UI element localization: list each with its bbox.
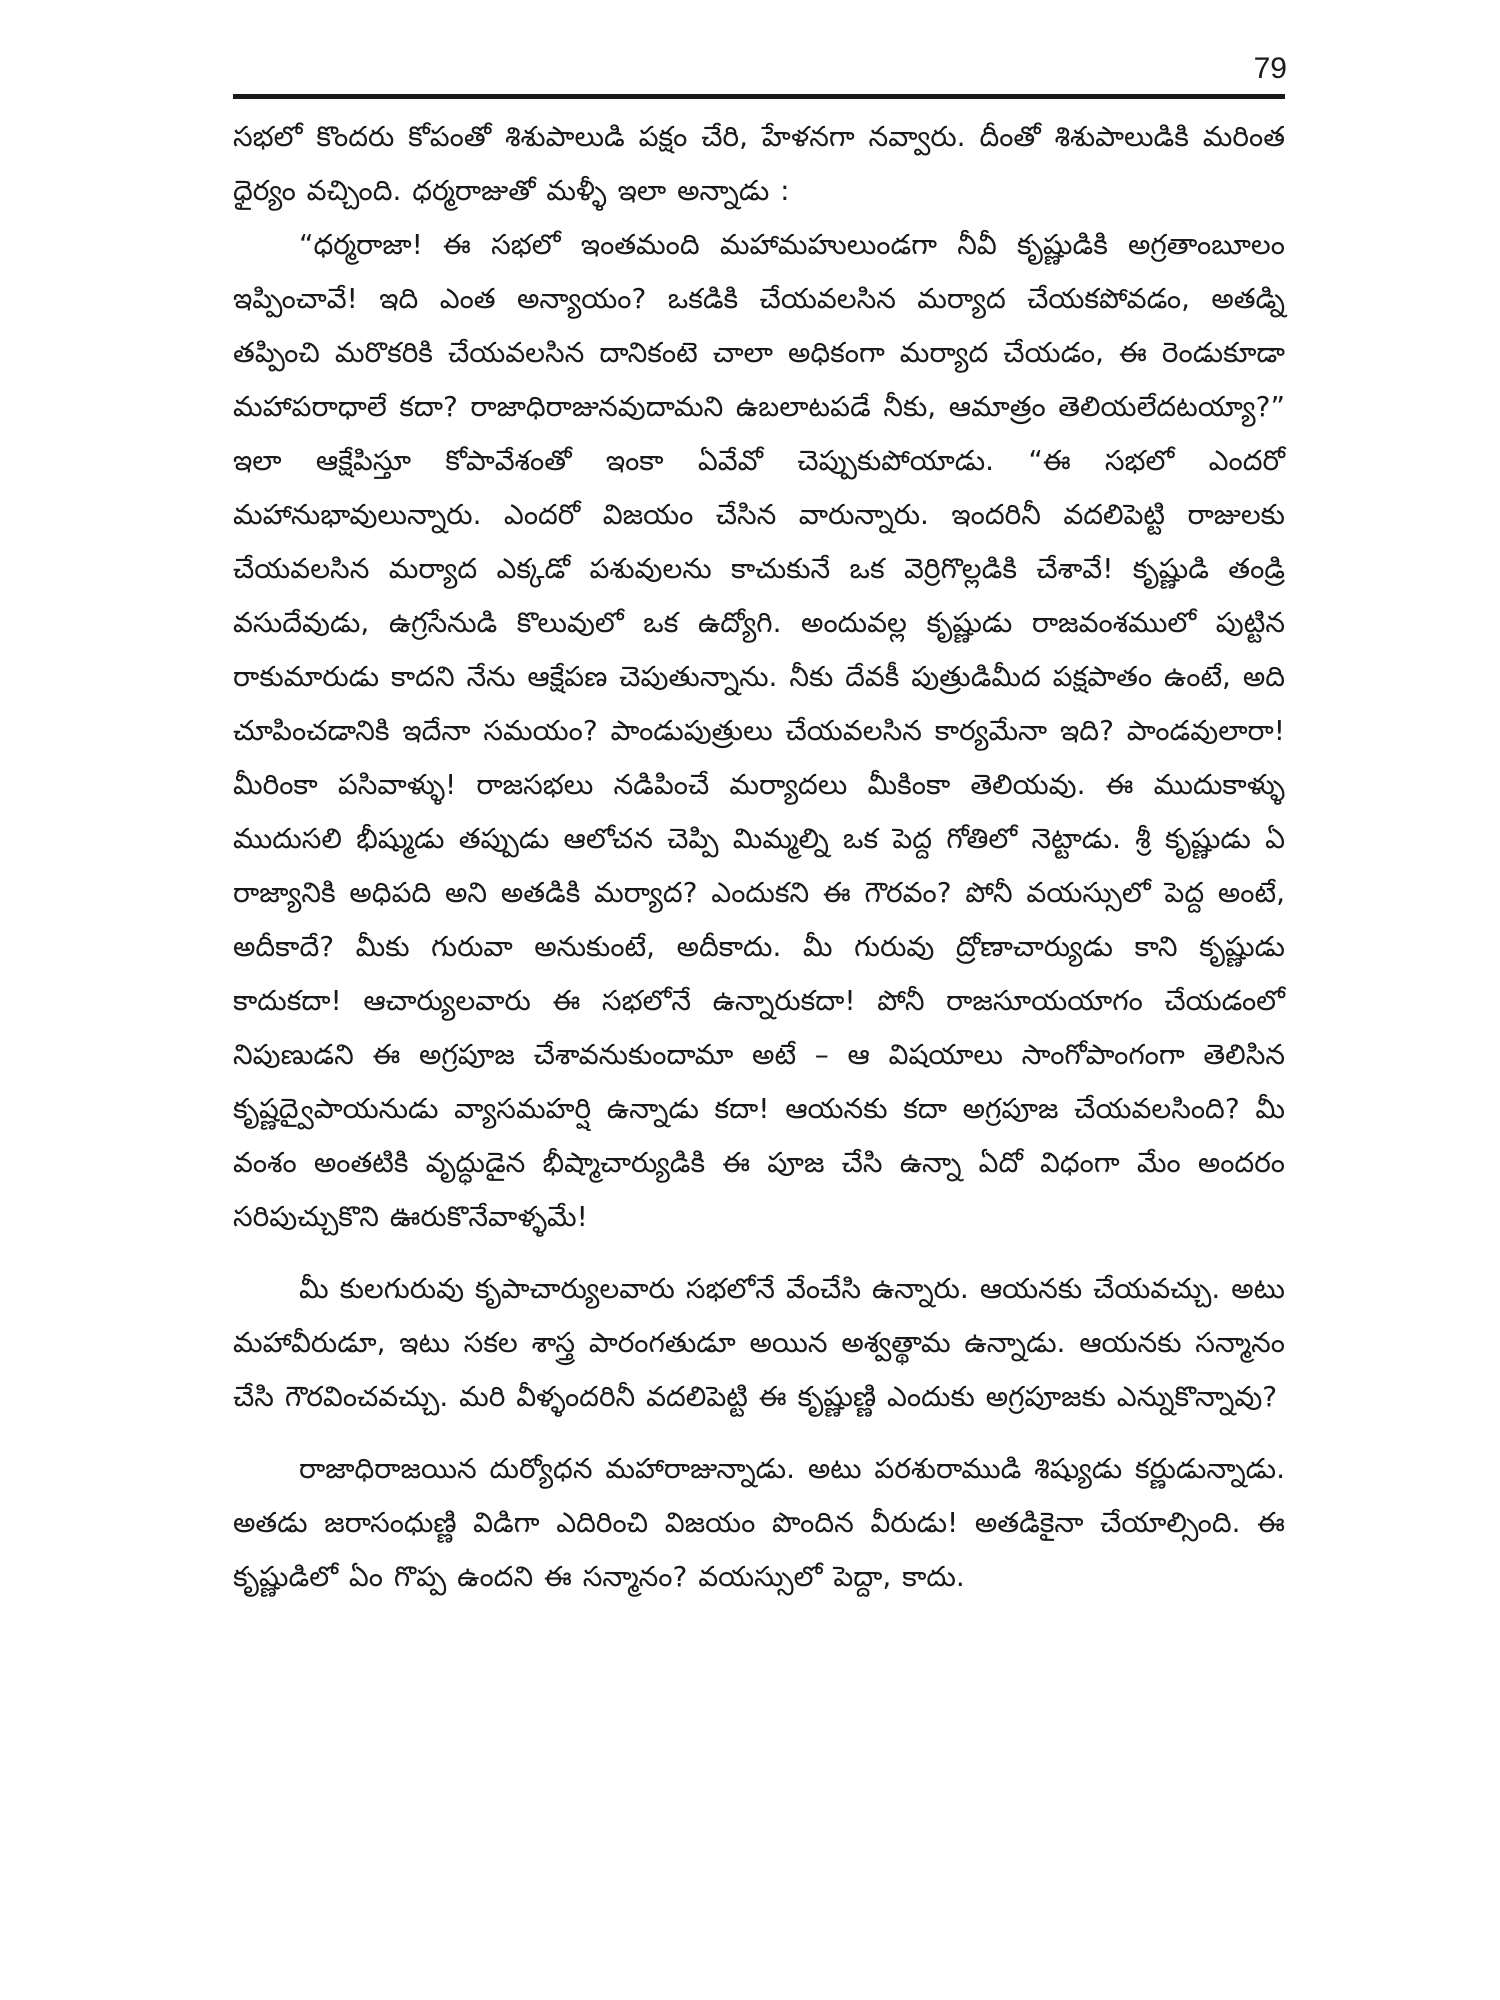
paragraph-1: సభలో కొందరు కోపంతో శిశుపాలుడి పక్షం చేరి, హేళనగా నవ్వారు. దీంతో శిశుపాలుడికి మరింత ధైర్యం వచ్చింది. ధర్మరాజుతో మళ్ళీ ఇలా అన్నాడు : xyxy=(233,120,1285,207)
paragraph-2: “ధర్మరాజా! ఈ సభలో ఇంతమంది మహామహులుండగా నీవీ కృష్ణుడికి అగ్రతాంబూలం ఇప్పించావే! ఇది ఎంత అన్యాయం? ఒకడికి చేయవలసిన మర్యాద చేయకపోవడం, అతడ్ని తప్పించి మరొకరికి చేయవలసిన దానికంటె చాలా అధికంగా మర్యాద చేయడం, ఈ రెండుకూడా మహాపరాధాలే కదా? రాజాధిరాజునవుదామని ఉబలాటపడే నీకు, ఆమాత్రం తెలియలేదటయ్యా?” ఇలా ఆక్షేపిస్తూ కోపావేశంతో ఇంకా ఏవేవో చెప్పుకుపోయాడు. “ఈ సభలో ఎందరో మహానుభావులున్నారు. ఎందరో విజయం చేసిన వారున్నారు. ఇందరినీ వదలిపెట్టి రాజులకు చేయవలసిన మర్యాద ఎక్కడో పశువులను కాచుకునే ఒక వెర్రిగొల్లడికి చేశావే! కృష్ణుడి తండ్రి వసుదేవుడు, ఉగ్రసేనుడి కొలువులో ఒక ఉద్యోగి. అందువల్ల కృష్ణుడు రాజవంశములో పుట్టిన రాకుమారుడు కాదని నేను ఆక్షేపణ చెపుతున్నాను. నీకు దేవకీ పుత్రుడిమీద పక్షపాతం ఉంటే, అది చూపించడానికి ఇదేనా సమయం? పాండుపుత్రులు చేయవలసిన కార్యమేనా ఇది? పాండవులారా! మీరింకా పసివాళ్ళు! రాజసభలు నడిపించే మర్యాదలు మీకింకా తెలియవు. ఈ ముదుకాళ్ళు ముదుసలి భీష్ముడు తప్పుడు ఆలోచన చెప్పి మిమ్మల్ని ఒక పెద్ద గోతిలో నెట్టాడు. శ్రీ కృష్ణుడు ఏ రాజ్యానికి అధిపది అని అతడికి మర్యాద? ఎందుకని ఈ గౌరవం? పోనీ వయస్సులో పెద్ద అంటే, అదీకాదే? మీకు గురువా అనుకుంటే, అదీకాదు. మీ గురువు ద్రోణాచార్యుడు కాని కృష్ణుడు కాదుకదా! ఆచార్యులవారు ఈ సభలోనే ఉన్నారుకదా! పోనీ రాజసూయయాగం చేయడంలో నిపుణుడని ఈ అగ్రపూజ చేశావనుకుందామా అటే – ఆ విషయాలు సాంగోపాంగంగా తెలిసిన కృష్ణద్వైపాయనుడు వ్యాసమహర్షి ఉన్నాడు కదా! ఆయనకు కదా అగ్రపూజ చేయవలసింది? మీ వంశం అంతటికి వృద్ధుడైన భీష్మాచార్యుడికి ఈ పూజ చేసి ఉన్నా ఏదో విధంగా మేం అందరం సరిపుచ్చుకొని ఊరుకొనేవాళ్ళమే! xyxy=(233,228,1285,1233)
paragraph-4: రాజాధిరాజయిన దుర్యోధన మహారాజున్నాడు. అటు పరశురాముడి శిష్యుడు కర్ణుడున్నాడు. అతడు జరాసంధుణ్ణి విడిగా ఎదిరించి విజయం పొందిన వీరుడు! అతడికైనా చేయాల్సింది. ఈ కృష్ణుడిలో ఏం గొప్ప ఉందని ఈ సన్మానం? వయస్సులో పెద్దా, కాదు. xyxy=(233,1452,1285,1593)
paragraph-3: మీ కులగురువు కృపాచార్యులవారు సభలోనే వేంచేసి ఉన్నారు. ఆయనకు చేయవచ్చు. అటు మహావీరుడూ, ఇటు సకల శాస్త్ర పారంగతుడూ అయిన అశ్వత్థామ ఉన్నాడు. ఆయనకు సన్మానం చేసి గౌరవించవచ్చు. మరి వీళ్ళందరినీ వదలిపెట్టి ఈ కృష్ణుణ్ణి ఎందుకు అగ్రపూజకు ఎన్నుకొన్నావు? xyxy=(233,1272,1285,1413)
body-text xyxy=(233,110,1285,1604)
page-number: 79 xyxy=(1253,52,1287,85)
header-rule xyxy=(233,94,1285,99)
